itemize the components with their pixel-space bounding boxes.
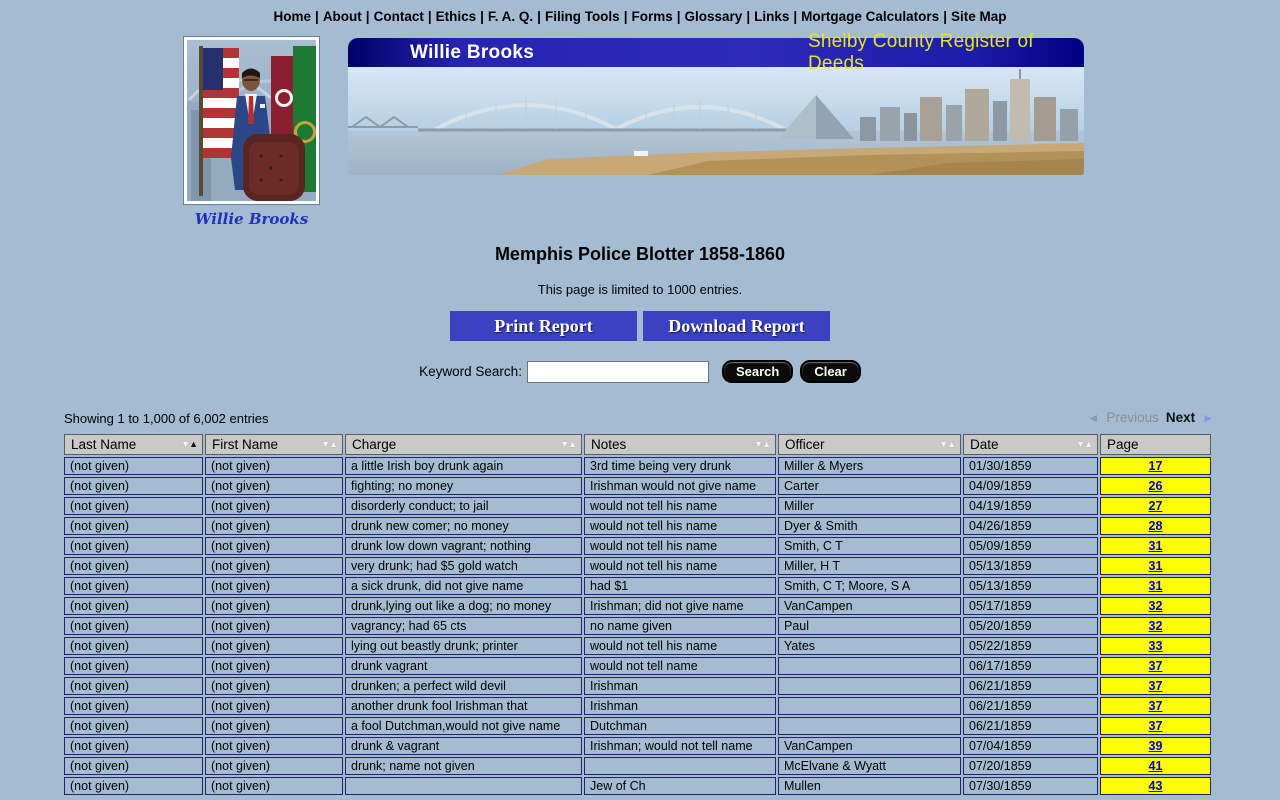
portrait-photo (183, 36, 320, 205)
cell-first-name: (not given) (205, 637, 343, 655)
cell-date: 05/13/1859 (963, 577, 1098, 595)
cell-notes: Irishman; did not give name (584, 597, 776, 615)
cell-last-name: (not given) (64, 757, 203, 775)
page-number-link[interactable]: 37 (1148, 679, 1163, 693)
nav-link-contact[interactable]: Contact (373, 9, 424, 24)
cell-charge: drunk low down vagrant; nothing (345, 537, 582, 555)
cell-officer (778, 717, 961, 735)
cell-officer: Miller, H T (778, 557, 961, 575)
page-number-link[interactable]: 31 (1148, 559, 1163, 573)
table-row (64, 757, 1211, 775)
cell-first-name: (not given) (205, 737, 343, 755)
nav-separator: | (427, 9, 432, 24)
table-row (64, 477, 1211, 495)
table-row (64, 537, 1211, 555)
cell-notes: Irishman; would not tell name (584, 737, 776, 755)
page-number-cell (1100, 557, 1211, 575)
cell-last-name: (not given) (64, 597, 203, 615)
cell-charge: a little Irish boy drunk again (345, 457, 582, 475)
cell-first-name: (not given) (205, 477, 343, 495)
page-number-cell (1100, 577, 1211, 595)
banner-official-name: Willie Brooks (410, 41, 535, 63)
top-nav (0, 9, 1280, 24)
nav-separator: | (480, 9, 484, 24)
cell-notes: had $1 (584, 577, 776, 595)
cell-first-name: (not given) (205, 457, 343, 475)
cell-charge: a fool Dutchman,would not give name (345, 717, 582, 735)
nav-separator: | (676, 9, 681, 24)
cell-notes: Jew of Ch (584, 777, 776, 795)
cell-first-name: (not given) (205, 597, 343, 615)
cell-first-name: (not given) (205, 777, 343, 795)
nav-link-forms[interactable]: Forms (631, 9, 673, 24)
page-number-link[interactable]: 43 (1148, 779, 1163, 793)
table-row (64, 777, 1211, 795)
cell-date: 05/13/1859 (963, 557, 1098, 575)
cell-date: 06/21/1859 (963, 717, 1098, 735)
cell-last-name: (not given) (64, 577, 203, 595)
nav-link-mortgage-calculators[interactable]: Mortgage Calculators (801, 9, 940, 24)
page-number-link[interactable]: 32 (1148, 599, 1163, 613)
page-number-link[interactable]: 31 (1148, 539, 1163, 553)
portrait-illustration (187, 40, 316, 201)
page-number-cell (1100, 717, 1211, 735)
chair (243, 134, 305, 201)
page-number-cell (1100, 757, 1211, 775)
nav-link-ethics[interactable]: Ethics (435, 9, 477, 24)
cell-charge: fighting; no money (345, 477, 582, 495)
cell-charge: drunk & vagrant (345, 737, 582, 755)
cell-last-name: (not given) (64, 637, 203, 655)
cell-officer: Miller & Myers (778, 457, 961, 475)
cell-notes: Irishman (584, 677, 776, 695)
cell-officer: Carter (778, 477, 961, 495)
cell-first-name: (not given) (205, 617, 343, 635)
page-number-link[interactable]: 37 (1148, 719, 1163, 733)
cell-officer (778, 677, 961, 695)
cell-date: 07/30/1859 (963, 777, 1098, 795)
page-number-cell (1100, 677, 1211, 695)
print-report-button[interactable]: Print Report (450, 311, 637, 341)
police-blotter-table (62, 432, 1213, 797)
page-number-cell (1100, 617, 1211, 635)
column-header-notes[interactable]: Notes ▼▲ (584, 434, 776, 455)
cell-first-name: (not given) (205, 557, 343, 575)
cell-notes: would not tell name (584, 657, 776, 675)
nav-link-filing-tools[interactable]: Filing Tools (544, 9, 620, 24)
banner-office-name: Shelby County Register of Deeds (808, 30, 1034, 74)
cell-date: 05/22/1859 (963, 637, 1098, 655)
cell-charge: drunk vagrant (345, 657, 582, 675)
page-number-link[interactable]: 17 (1148, 459, 1163, 473)
page-number-cell (1100, 777, 1211, 795)
page-number-link[interactable]: 27 (1148, 499, 1163, 513)
table-row (64, 597, 1211, 615)
search-button[interactable]: Search (722, 360, 793, 383)
official-portrait (183, 36, 320, 228)
cell-officer: Smith, C T; Moore, S A (778, 577, 961, 595)
cell-first-name: (not given) (205, 517, 343, 535)
cell-date: 05/17/1859 (963, 597, 1098, 615)
cell-notes: Dutchman (584, 717, 776, 735)
cell-charge (345, 777, 582, 795)
cell-notes: 3rd time being very drunk (584, 457, 776, 475)
cell-charge: drunk; name not given (345, 757, 582, 775)
table-row (64, 637, 1211, 655)
page-number-link[interactable]: 28 (1148, 519, 1163, 533)
table-row (64, 577, 1211, 595)
cell-charge: drunk,lying out like a dog; no money (345, 597, 582, 615)
page-number-cell (1100, 477, 1211, 495)
cell-date: 04/26/1859 (963, 517, 1098, 535)
table-row (64, 697, 1211, 715)
table-row (64, 517, 1211, 535)
table-row (64, 737, 1211, 755)
cell-date: 07/04/1859 (963, 737, 1098, 755)
cell-date: 04/09/1859 (963, 477, 1098, 495)
cell-last-name: (not given) (64, 657, 203, 675)
cell-notes: would not tell his name (584, 537, 776, 555)
sort-icon: ▼▲ (560, 439, 576, 449)
cell-charge: drunk new comer; no money (345, 517, 582, 535)
cell-officer: Yates (778, 637, 961, 655)
sort-icon: ▼▲ (754, 439, 770, 449)
cell-officer: Smith, C T (778, 537, 961, 555)
cell-notes: Irishman (584, 697, 776, 715)
table-row (64, 497, 1211, 515)
cell-date: 06/21/1859 (963, 697, 1098, 715)
page-number-link[interactable]: 31 (1148, 579, 1163, 593)
report-buttons (0, 311, 1280, 341)
blotter-table-header (64, 434, 1211, 455)
cell-date: 06/21/1859 (963, 677, 1098, 695)
page-number-cell (1100, 657, 1211, 675)
nav-separator: | (315, 9, 319, 24)
cell-charge: vagrancy; had 65 cts (345, 617, 582, 635)
clear-button[interactable]: Clear (800, 360, 861, 383)
cell-notes: Irishman would not give name (584, 477, 776, 495)
table-row (64, 617, 1211, 635)
cell-notes (584, 757, 776, 775)
cell-officer: Mullen (778, 777, 961, 795)
cell-date: 07/20/1859 (963, 757, 1098, 775)
page-number-link[interactable]: 32 (1148, 619, 1163, 633)
cell-officer: Miller (778, 497, 961, 515)
page-limit-note: This page is limited to 1000 entries. (537, 282, 743, 297)
cell-officer: VanCampen (778, 737, 961, 755)
table-row (64, 657, 1211, 675)
nav-link-glossary[interactable]: Glossary (684, 9, 743, 24)
column-header-first-name[interactable]: First Name ▼▲ (205, 434, 343, 455)
table-row (64, 457, 1211, 475)
nav-link-links[interactable]: Links (754, 9, 790, 24)
cell-first-name: (not given) (205, 717, 343, 735)
cell-last-name: (not given) (64, 737, 203, 755)
banner-title-bar (348, 30, 1084, 74)
cell-officer: Dyer & Smith (778, 517, 961, 535)
cell-last-name: (not given) (64, 537, 203, 555)
cell-officer (778, 657, 961, 675)
cell-last-name: (not given) (64, 617, 203, 635)
page-number-cell (1100, 737, 1211, 755)
cell-first-name: (not given) (205, 677, 343, 695)
sort-icon: ▼▲ (1076, 439, 1092, 449)
cell-officer (778, 697, 961, 715)
cell-last-name: (not given) (64, 457, 203, 475)
cell-notes: would not tell his name (584, 557, 776, 575)
page-number-cell (1100, 597, 1211, 615)
cell-first-name: (not given) (205, 537, 343, 555)
page-number-cell (1100, 457, 1211, 475)
nav-link-home[interactable]: Home (273, 9, 312, 24)
next-arrow-icon[interactable]: ► (1202, 410, 1214, 425)
cell-first-name: (not given) (205, 497, 343, 515)
cell-charge: disorderly conduct; to jail (345, 497, 582, 515)
cell-notes: would not tell his name (584, 497, 776, 515)
page-number-cell (1100, 637, 1211, 655)
cell-first-name: (not given) (205, 697, 343, 715)
sort-icon: ▼▲ (939, 439, 955, 449)
page-number-cell (1100, 537, 1211, 555)
page-title: Memphis Police Blotter 1858-1860 (494, 244, 786, 264)
column-header-date[interactable]: Date ▼▲ (963, 434, 1098, 455)
page-number-link[interactable]: 37 (1148, 699, 1163, 713)
page-number-cell (1100, 697, 1211, 715)
column-header-officer[interactable]: Officer ▼▲ (778, 434, 961, 455)
nav-separator: | (793, 9, 798, 24)
cell-date: 05/20/1859 (963, 617, 1098, 635)
cell-charge: a sick drunk, did not give name (345, 577, 582, 595)
page-number-cell (1100, 497, 1211, 515)
blotter-table-body (64, 457, 1211, 795)
cell-last-name: (not given) (64, 477, 203, 495)
cell-notes: no name given (584, 617, 776, 635)
cell-charge: another drunk fool Irishman that (345, 697, 582, 715)
cell-last-name: (not given) (64, 717, 203, 735)
cell-charge: drunken; a perfect wild devil (345, 677, 582, 695)
nav-link-site-map[interactable]: Site Map (950, 9, 1007, 24)
page-number-link[interactable]: 41 (1148, 759, 1163, 773)
skyline-illustration (348, 67, 1084, 175)
cell-notes: would not tell his name (584, 517, 776, 535)
sort-icon: ▼▲ (321, 439, 337, 449)
table-row (64, 717, 1211, 735)
cell-last-name: (not given) (64, 517, 203, 535)
sort-icon: ▼▲ (181, 439, 197, 449)
keyword-search-row (0, 360, 1280, 383)
nav-separator: | (623, 9, 628, 24)
page-number-link[interactable]: 33 (1148, 639, 1163, 653)
table-row (64, 557, 1211, 575)
cell-first-name: (not given) (205, 577, 343, 595)
cell-last-name: (not given) (64, 697, 203, 715)
download-report-button[interactable]: Download Report (643, 311, 830, 341)
nav-separator: | (943, 9, 947, 24)
nav-link-about[interactable]: About (322, 9, 362, 24)
header-banner (348, 30, 1084, 175)
cell-date: 04/19/1859 (963, 497, 1098, 515)
previous-page-button[interactable]: Previous (1106, 410, 1159, 425)
previous-arrow-icon[interactable]: ◄ (1087, 410, 1100, 425)
page-number-cell (1100, 517, 1211, 535)
cell-officer: McElvane & Wyatt (778, 757, 961, 775)
cell-date: 06/17/1859 (963, 657, 1098, 675)
table-row (64, 677, 1211, 695)
column-header-last-name[interactable]: Last Name ▼▲ (64, 434, 203, 455)
keyword-search-label: Keyword Search: (419, 364, 522, 379)
keyword-search-input[interactable] (527, 361, 709, 383)
cell-first-name: (not given) (205, 657, 343, 675)
column-header-page[interactable]: Page (1100, 434, 1211, 455)
cell-last-name: (not given) (64, 557, 203, 575)
entries-summary: Showing 1 to 1,000 of 6,002 entries (64, 411, 269, 426)
nav-separator: | (365, 9, 370, 24)
portrait-caption: Willie Brooks (194, 210, 309, 228)
cell-last-name: (not given) (64, 497, 203, 515)
cell-date: 05/09/1859 (963, 537, 1098, 555)
page-number-link[interactable]: 37 (1148, 659, 1163, 673)
pagination (1087, 410, 1214, 425)
cell-officer: Paul (778, 617, 961, 635)
cell-officer: VanCampen (778, 597, 961, 615)
cell-first-name: (not given) (205, 757, 343, 775)
cell-notes: would not tell his name (584, 637, 776, 655)
cell-charge: lying out beastly drunk; printer (345, 637, 582, 655)
page-number-link[interactable]: 26 (1148, 479, 1163, 493)
nav-separator: | (537, 9, 541, 24)
cell-date: 01/30/1859 (963, 457, 1098, 475)
page-number-link[interactable]: 39 (1148, 739, 1163, 753)
nav-separator: | (746, 9, 751, 24)
cell-last-name: (not given) (64, 677, 203, 695)
next-page-button[interactable]: Next (1165, 410, 1196, 425)
column-header-charge[interactable]: Charge ▼▲ (345, 434, 582, 455)
cell-charge: very drunk; had $5 gold watch (345, 557, 582, 575)
cell-last-name: (not given) (64, 777, 203, 795)
nav-link-f-a-q[interactable]: F. A. Q. (487, 9, 534, 24)
memphis-skyline-photo (348, 67, 1084, 175)
